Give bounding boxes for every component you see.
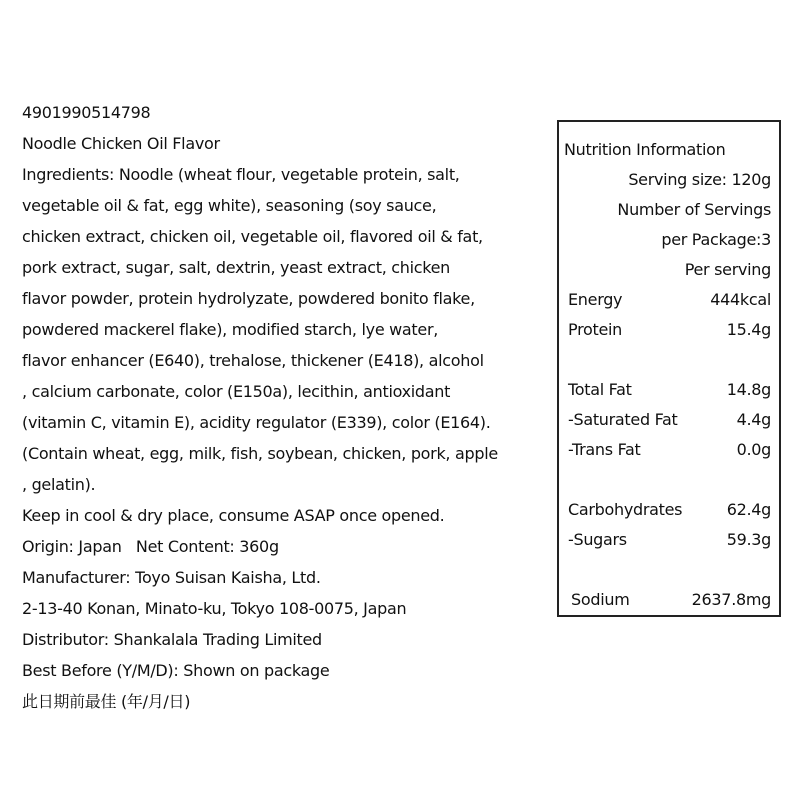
nutrient-name: Carbohydrates bbox=[568, 500, 683, 519]
storage-instructions: Keep in cool & dry place, consume ASAP once opened. bbox=[22, 506, 445, 525]
per-serving-header: Per serving bbox=[684, 260, 771, 279]
ingredients-line: , calcium carbonate, color (E150a), lecithin, antioxidant bbox=[22, 382, 451, 401]
nutrient-row bbox=[559, 288, 779, 318]
ingredients-line: flavor powder, protein hydrolyzate, powdered bonito flake, bbox=[22, 289, 475, 308]
nutrition-information-table bbox=[557, 120, 781, 617]
serving-size: Serving size: 120g bbox=[628, 170, 771, 189]
nutrient-value: 62.4g bbox=[726, 500, 771, 519]
nutrient-row bbox=[559, 408, 779, 438]
ingredients-line: Ingredients: Noodle (wheat flour, vegetable protein, salt, bbox=[22, 165, 460, 184]
ingredients-line: flavor enhancer (E640), trehalose, thickener (E418), alcohol bbox=[22, 351, 484, 370]
nutrient-row bbox=[559, 528, 779, 558]
ingredients-line: pork extract, sugar, salt, dextrin, yeast extract, chicken bbox=[22, 258, 451, 277]
product-label-text bbox=[22, 101, 552, 721]
ingredients-line: , gelatin). bbox=[22, 475, 96, 494]
nutrient-row bbox=[559, 318, 779, 348]
nutrient-row bbox=[559, 588, 779, 618]
nutrient-name: Sodium bbox=[571, 590, 630, 609]
nutrient-row bbox=[559, 378, 779, 408]
ingredients-line: (Contain wheat, egg, milk, fish, soybean, chicken, pork, apple bbox=[22, 444, 498, 463]
ingredients-line: powdered mackerel flake), modified starch, lye water, bbox=[22, 320, 439, 339]
ingredients-line: (vitamin C, vitamin E), acidity regulator (E339), color (E164). bbox=[22, 413, 491, 432]
nutrient-name: Total Fat bbox=[568, 380, 632, 399]
best-before-chinese: 此日期前最佳 (年/月/日) bbox=[22, 692, 191, 711]
barcode-number: 4901990514798 bbox=[22, 103, 151, 122]
nutrient-name: -Saturated Fat bbox=[568, 410, 678, 429]
manufacturer: Manufacturer: Toyo Suisan Kaisha, Ltd. bbox=[22, 568, 321, 587]
nutrient-name: Protein bbox=[568, 320, 622, 339]
nutrition-title: Nutrition Information bbox=[564, 140, 726, 159]
nutrient-value: 0.0g bbox=[736, 440, 771, 459]
nutrient-value: 2637.8mg bbox=[691, 590, 771, 609]
nutrient-value: 14.8g bbox=[726, 380, 771, 399]
servings-per-package: Number of Servings bbox=[617, 200, 771, 219]
nutrient-value: 15.4g bbox=[726, 320, 771, 339]
best-before: Best Before (Y/M/D): Shown on package bbox=[22, 661, 330, 680]
distributor: Distributor: Shankalala Trading Limited bbox=[22, 630, 322, 649]
servings-per-package-value: per Package:3 bbox=[661, 230, 771, 249]
nutrient-value: 59.3g bbox=[726, 530, 771, 549]
nutrient-row bbox=[559, 438, 779, 468]
ingredients-line: vegetable oil & fat, egg white), seasoning (soy sauce, bbox=[22, 196, 437, 215]
origin-net-content: Origin: Japan Net Content: 360g bbox=[22, 537, 279, 556]
nutrient-name: Energy bbox=[568, 290, 623, 309]
manufacturer-address: 2-13-40 Konan, Minato-ku, Tokyo 108-0075, Japan bbox=[22, 599, 407, 618]
nutrient-value: 444kcal bbox=[710, 290, 771, 309]
nutrient-name: -Sugars bbox=[568, 530, 627, 549]
nutrient-value: 4.4g bbox=[736, 410, 771, 429]
ingredients-line: chicken extract, chicken oil, vegetable oil, flavored oil & fat, bbox=[22, 227, 483, 246]
nutrient-row bbox=[559, 498, 779, 528]
product-name: Noodle Chicken Oil Flavor bbox=[22, 134, 220, 153]
nutrient-name: -Trans Fat bbox=[568, 440, 641, 459]
